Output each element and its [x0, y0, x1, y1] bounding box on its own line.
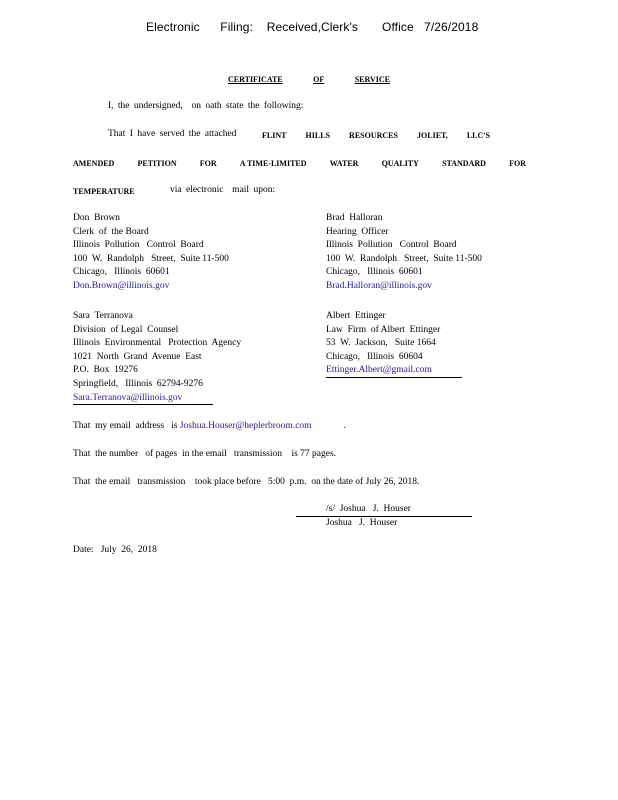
address-line: Illinois Pollution Control Board	[326, 240, 457, 251]
caption-word: PETITION	[137, 159, 177, 168]
recipient-block-terranova	[73, 310, 241, 405]
caption-word: FOR	[509, 159, 526, 168]
email-underline	[326, 377, 462, 378]
address-line: Albert Ettinger	[326, 311, 386, 321]
filing-stamp: Electronic Filing: Received,Clerk's Office 7/26/2018	[146, 20, 479, 34]
caption-word: LLC'S	[466, 131, 490, 140]
caption-word: QUALITY	[381, 159, 419, 168]
email-underline	[73, 404, 213, 405]
address-line: Springfield, Illinois 62794-9276	[73, 378, 203, 389]
pages-statement: That the number of pages in the email transmission is 77 pages.	[73, 449, 337, 459]
caption-line-3: TEMPERATURE	[73, 187, 135, 196]
recipient-email-link[interactable]: Don.Brown@illinois.gov	[73, 280, 170, 291]
caption-line-1	[262, 131, 490, 140]
address-line: Chicago, Illinois 60604	[326, 351, 423, 362]
caption-word: HILLS	[305, 131, 330, 140]
title-word: SERVICE	[354, 75, 390, 84]
caption-word: FOR	[199, 159, 217, 168]
address-line: Sara Terranova	[73, 311, 133, 321]
caption-word: WATER	[329, 159, 359, 168]
address-line: 1021 North Grand Avenue East	[73, 351, 202, 362]
recipient-email-link[interactable]: Brad.Halloran@illinois.gov	[326, 280, 432, 291]
caption-word: FLINT	[262, 131, 287, 140]
address-line: Law Firm of Albert Ettinger	[326, 324, 441, 335]
address-line: 53 W. Jackson, Suite 1664	[326, 338, 436, 349]
email-statement	[73, 421, 346, 431]
email-statement-prefix: That my email address is	[73, 421, 178, 431]
date-line: Date: July 26, 2018	[73, 545, 157, 555]
address-line: 100 W. Randolph Street, Suite 11-500	[326, 253, 482, 264]
signature-name: Joshua J. Houser	[326, 518, 398, 528]
caption-word: RESOURCES	[349, 131, 398, 140]
signature-line	[296, 516, 472, 517]
served-prefix: That I have served the attached	[108, 129, 237, 139]
address-line: Division of Legal Counsel	[73, 324, 179, 335]
sender-email-link[interactable]: Joshua.Houser@heplerbroom.com	[179, 421, 312, 431]
title-word: OF	[313, 75, 325, 84]
email-statement-suffix: .	[343, 421, 346, 431]
recipient-email-link[interactable]: Sara.Terranova@illinois.gov	[73, 392, 183, 403]
recipient-email-link[interactable]: Ettinger.Albert@gmail.com	[326, 365, 432, 376]
recipient-block-brown	[73, 212, 229, 294]
time-statement: That the email transmission took place before 5:00 p.m. on the date of July 26, 2018.	[73, 477, 420, 487]
caption-line-2	[73, 159, 526, 168]
address-line: Illinois Environmental Protection Agency	[73, 338, 242, 349]
address-line: Clerk of the Board	[73, 226, 149, 237]
recipient-block-ettinger	[326, 310, 440, 378]
address-line: Illinois Pollution Control Board	[73, 240, 204, 251]
caption-word: AMENDED	[73, 159, 115, 168]
intro-paragraph: I, the undersigned, on oath state the following:	[108, 101, 304, 111]
caption-word: JOLIET,	[417, 131, 448, 140]
caption-word: A TIME-LIMITED	[239, 159, 307, 168]
signature-signed: /s/ Joshua J. Houser	[326, 504, 411, 514]
address-line: Chicago, Illinois 60601	[73, 267, 170, 278]
certificate-title	[228, 75, 390, 84]
address-line: Chicago, Illinois 60601	[326, 267, 423, 278]
via-email: via electronic mail upon:	[170, 185, 276, 195]
address-line: Don Brown	[73, 213, 120, 223]
title-word: CERTIFICATE	[228, 75, 283, 84]
address-line: P.O. Box 19276	[73, 365, 138, 376]
recipient-block-halloran	[326, 212, 482, 294]
address-line: Brad Halloran	[326, 213, 383, 223]
address-line: Hearing Officer	[326, 226, 389, 237]
address-line: 100 W. Randolph Street, Suite 11-500	[73, 253, 229, 264]
caption-word: STANDARD	[442, 159, 486, 168]
